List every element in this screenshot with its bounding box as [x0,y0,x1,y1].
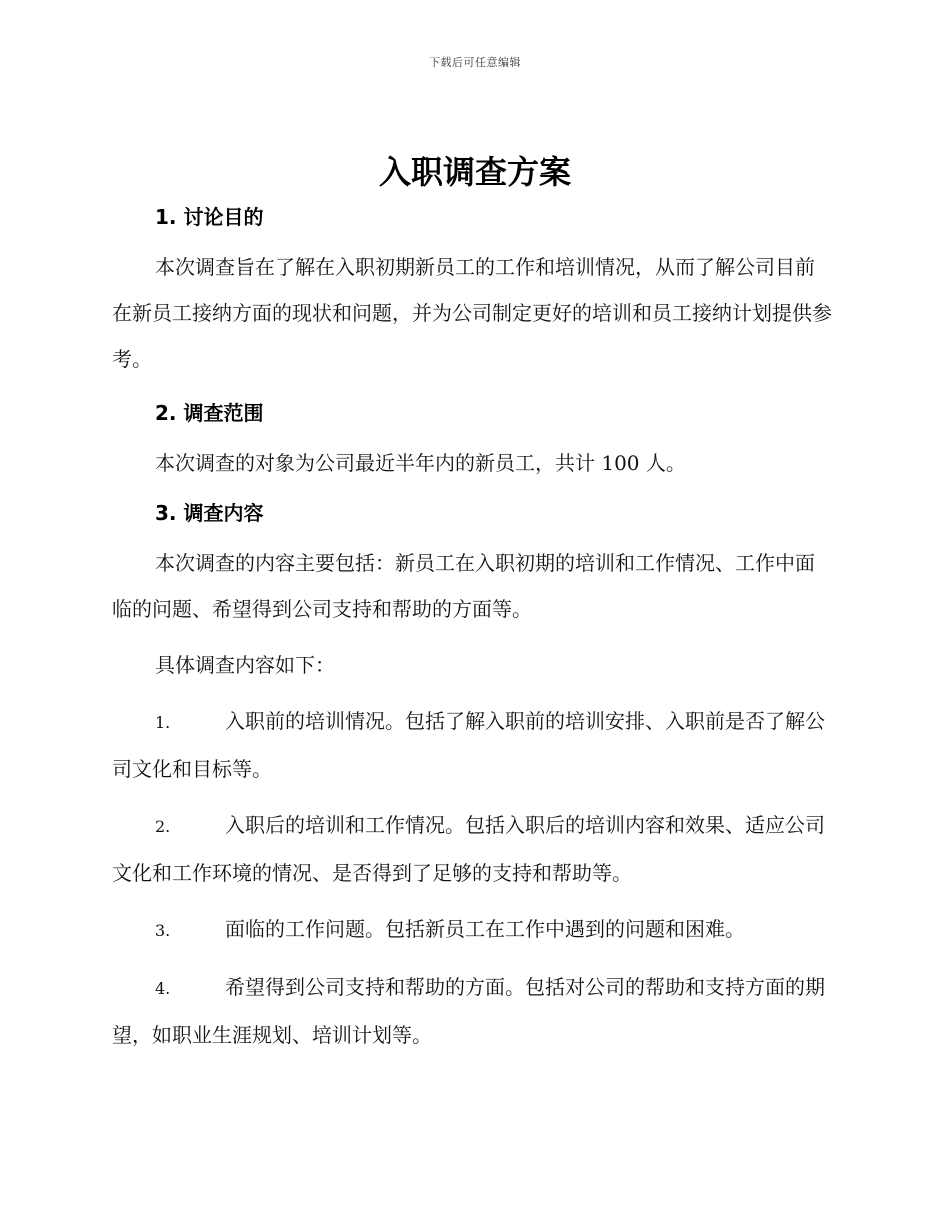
content-paragraph: 本次调查的内容主要包括：新员工在入职初期的培训和工作情况、工作中面临的问题、希望得到公司支持和帮助的方面等。 [112,551,815,621]
document-title: 入职调查方案 [378,153,571,191]
list-item [112,698,832,792]
purpose-paragraph: 本次调查旨在了解在入职初期新员工的工作和培训情况，从而了解公司目前在新员工接纳方面的现状和问题，并为公司制定更好的培训和员工接纳计划提供参考。 [112,255,832,371]
header-note: 下载后可任意编辑 [429,56,521,69]
section-heading-purpose: 1. 讨论目的 [155,205,264,229]
list-item [112,964,832,1058]
list-text: 入职前的培训情况。包括了解入职前的培训安排、入职前是否了解公司文化和目标等。 [112,709,825,781]
list-number: 3. [155,921,171,940]
document-body [112,200,832,1058]
scope-paragraph: 本次调查的对象为公司最近半年内的新员工，共计 100 人。 [155,451,686,475]
content-intro: 具体调查内容如下： [155,653,335,677]
list-item [112,802,832,896]
list-number: 4. [155,979,171,998]
list-text: 入职后的培训和工作情况。包括入职后的培训内容和效果、适应公司文化和工作环境的情况、是否得到了足够的支持和帮助等。 [112,813,825,885]
list-text: 希望得到公司支持和帮助的方面。包括对公司的帮助和支持方面的期望，如职业生涯规划、培训计划等。 [112,975,825,1047]
section-heading-content: 3. 调查内容 [155,501,264,525]
list-number: 2. [155,817,171,836]
list-text: 面临的工作问题。包括新员工在工作中遇到的问题和困难。 [225,917,745,941]
list-number: 1. [155,713,171,732]
section-heading-scope: 2. 调查范围 [155,401,264,425]
list-item [112,906,832,954]
